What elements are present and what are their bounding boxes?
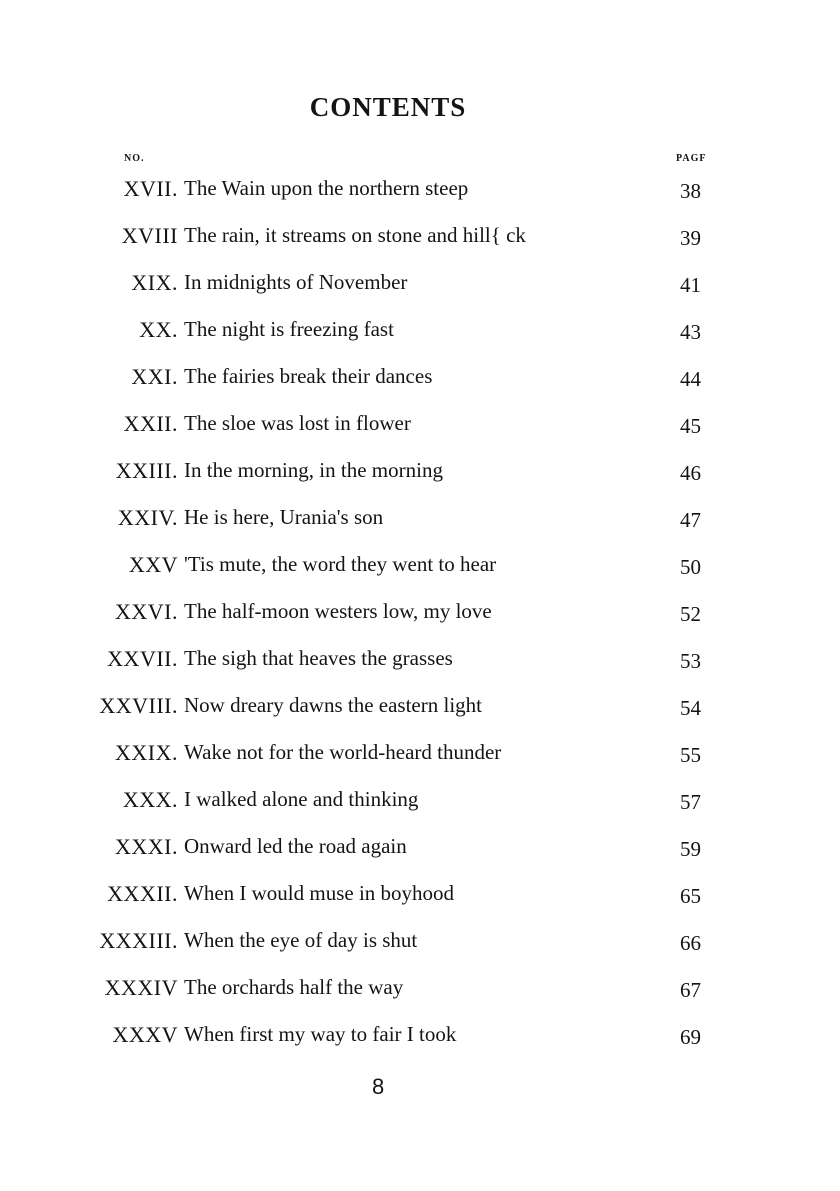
entry-number: XXV: [128, 552, 178, 577]
contents-entry: [0, 264, 840, 311]
entry-page: 39: [680, 226, 701, 250]
entry-page: 52: [680, 602, 701, 626]
contents-entry: [0, 781, 840, 828]
entry-title: Now dreary dawns the eastern light: [184, 693, 482, 717]
contents-entry: [0, 546, 840, 593]
page-column-header: PAGF: [676, 153, 707, 164]
entry-number: XX.: [139, 317, 178, 342]
entry-page: 47: [680, 508, 701, 532]
entry-number: XXXIII.: [99, 928, 178, 953]
entry-number: XXVI.: [115, 599, 178, 624]
entry-page: 43: [680, 320, 701, 344]
entry-number: XXIII.: [115, 458, 178, 483]
contents-entry: [0, 969, 840, 1016]
entry-page: 50: [680, 555, 701, 579]
contents-entry: [0, 170, 840, 217]
entry-page: 41: [680, 273, 701, 297]
entry-page: 38: [680, 179, 701, 203]
entry-title: The night is freezing fast: [184, 317, 394, 341]
entry-number: XVII.: [123, 176, 178, 201]
entry-number: XXII.: [123, 411, 178, 436]
entry-title: Onward led the road again: [184, 834, 407, 858]
entry-number: XXXII.: [107, 881, 178, 906]
entry-page: 46: [680, 461, 701, 485]
contents-entry: [0, 311, 840, 358]
entry-page: 44: [680, 367, 701, 391]
entry-number: XXXIV: [104, 975, 178, 1000]
entry-number: XXIX.: [115, 740, 178, 765]
page-number: 8: [372, 1074, 385, 1099]
contents-entry: [0, 922, 840, 969]
entry-page: 66: [680, 931, 701, 955]
contents-entry: [0, 828, 840, 875]
contents-entry: [0, 687, 840, 734]
entry-title: The Wain upon the northern steep: [184, 176, 469, 200]
entry-title: Wake not for the world-heard thunder: [184, 740, 502, 764]
contents-entry: [0, 452, 840, 499]
entry-page: 65: [680, 884, 701, 908]
entry-number: XXVIII.: [99, 693, 178, 718]
entry-page: 69: [680, 1025, 701, 1049]
entry-title: In midnights of November: [184, 270, 408, 294]
entry-title: The sigh that heaves the grasses: [184, 646, 453, 670]
entry-title: The half-moon westers low, my love: [184, 599, 492, 623]
contents-list: [0, 170, 840, 1063]
entry-number: XXXI.: [115, 834, 178, 859]
entry-title: 'Tis mute, the word they went to hear: [184, 552, 497, 576]
entry-page: 67: [680, 978, 701, 1002]
entry-number: XXI.: [131, 364, 178, 389]
contents-entry: [0, 640, 840, 687]
entry-number: XXVII.: [107, 646, 178, 671]
entry-title: I walked alone and thinking: [184, 787, 419, 811]
entry-title: When the eye of day is shut: [184, 928, 418, 952]
entry-number: XVIII: [121, 223, 178, 248]
entry-page: 57: [680, 790, 701, 814]
contents-entry: [0, 875, 840, 922]
entry-title: When first my way to fair I took: [184, 1022, 457, 1046]
contents-entry: [0, 405, 840, 452]
entry-title: The orchards half the way: [184, 975, 404, 999]
contents-entry: [0, 217, 840, 264]
number-column-header: NO.: [124, 153, 145, 164]
entry-number: XXX.: [122, 787, 178, 812]
page-title: CONTENTS: [309, 92, 467, 122]
entry-page: 45: [680, 414, 701, 438]
entry-title: The sloe was lost in flower: [184, 411, 411, 435]
contents-entry: [0, 593, 840, 640]
contents-entry: [0, 1016, 840, 1063]
entry-page: 59: [680, 837, 701, 861]
contents-entry: [0, 499, 840, 546]
entry-title: In the morning, in the morning: [184, 458, 443, 482]
entry-number: XIX.: [131, 270, 178, 295]
entry-title: The fairies break their dances: [184, 364, 433, 388]
entry-number: XXXV: [112, 1022, 178, 1047]
contents-entry: [0, 358, 840, 405]
entry-page: 54: [680, 696, 701, 720]
entry-page: 53: [680, 649, 701, 673]
entry-title: The rain, it streams on stone and hill{ ck: [184, 223, 526, 247]
entry-title: When I would muse in boyhood: [184, 881, 455, 905]
entry-number: XXIV.: [117, 505, 178, 530]
entry-page: 55: [680, 743, 701, 767]
contents-entry: [0, 734, 840, 781]
entry-title: He is here, Urania's son: [184, 505, 384, 529]
